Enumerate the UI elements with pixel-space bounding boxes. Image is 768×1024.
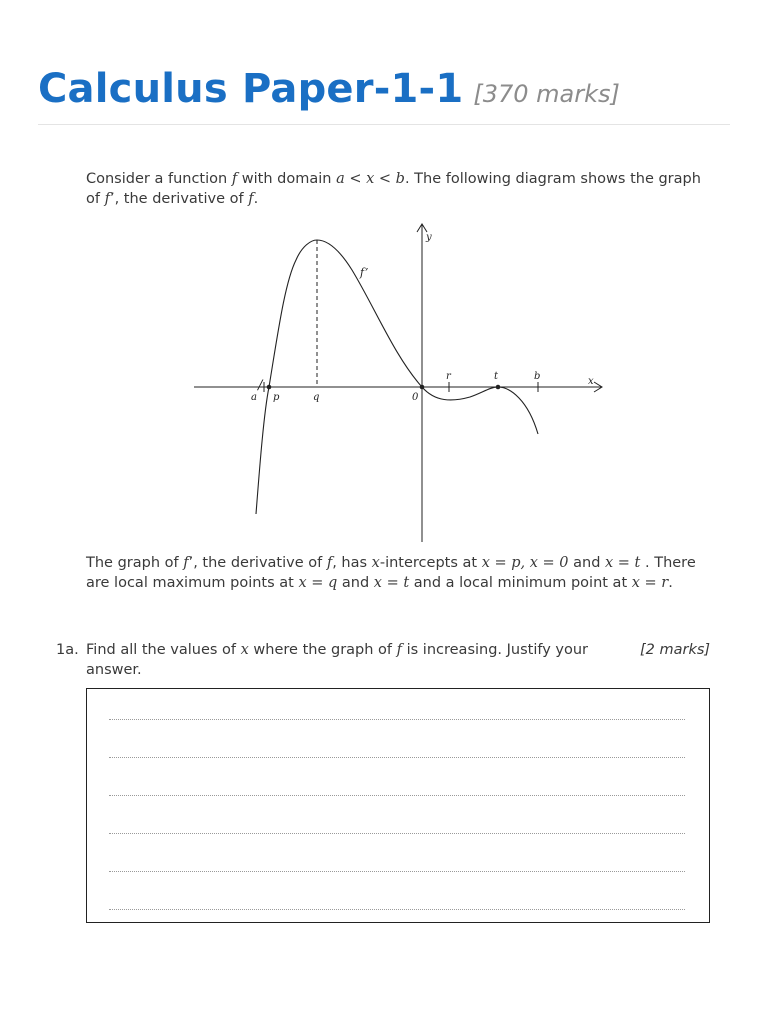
desc-math-8: x = r <box>631 574 669 591</box>
intro-math-4: f <box>248 190 254 207</box>
label-b: b <box>534 371 541 382</box>
desc-text-5: and <box>568 555 606 571</box>
intro-text-4: ’, the derivative of <box>109 190 249 207</box>
desc-math-1: f <box>183 555 189 571</box>
label-r: r <box>446 371 451 382</box>
question-math-1: x <box>240 642 249 658</box>
label-a-slash: / <box>258 378 263 393</box>
question-text-2: where the graph of <box>248 642 397 658</box>
answer-line[interactable] <box>109 871 685 872</box>
desc-text-4: -intercepts at <box>379 555 482 571</box>
desc-math-3: x <box>371 555 380 571</box>
question-text-3: is increasing. Justify your answer. <box>86 642 589 678</box>
page-header <box>38 66 730 112</box>
question-text-1: Find all the values of <box>86 642 241 658</box>
label-origin: 0 <box>412 392 419 403</box>
intercept-origin-dot <box>420 385 425 390</box>
answer-line[interactable] <box>109 795 685 796</box>
intro-text-1: Consider a function <box>86 171 232 187</box>
label-a: a <box>251 392 257 403</box>
desc-text-9: . <box>668 574 673 591</box>
intro-paragraph <box>86 170 706 209</box>
intercept-p-dot <box>267 385 272 390</box>
question-marks: [2 marks] <box>640 642 711 658</box>
question-math-2: f <box>396 642 402 658</box>
answer-line[interactable] <box>109 833 685 834</box>
answer-line[interactable] <box>109 909 685 910</box>
desc-text-2: ’, the derivative of <box>188 555 327 571</box>
label-q: q <box>313 392 320 403</box>
desc-text-1: The graph of <box>86 555 184 571</box>
graph-description <box>86 554 716 593</box>
desc-math-6: x = q <box>298 574 338 591</box>
desc-math-7: x = t <box>373 574 410 591</box>
desc-text-8: and a local minimum point at <box>409 574 632 591</box>
intro-text-5: . <box>253 190 259 207</box>
desc-math-4: x = p, x = 0 <box>481 555 569 571</box>
intro-math-3: f <box>104 190 110 207</box>
intro-text-3: . The following diagram shows the graph of <box>86 171 701 207</box>
desc-text-7: and <box>337 574 374 591</box>
y-axis-label: y <box>426 232 432 243</box>
header-divider <box>38 124 730 125</box>
intercept-t-dot <box>496 385 501 390</box>
desc-text-6: . There are local maximum points at <box>86 555 696 591</box>
page-title: Calculus Paper-1-1 <box>38 66 464 112</box>
question-text <box>86 641 621 680</box>
x-axis-label: x <box>588 376 594 387</box>
intro-math-domain: a < x < b <box>336 171 405 187</box>
desc-text-3: , has <box>332 555 372 571</box>
derivative-graph-svg <box>190 222 610 544</box>
total-marks: [370 marks] <box>473 80 620 108</box>
question-number: 1a. <box>56 642 79 658</box>
label-t: t <box>494 371 499 382</box>
desc-math-5: x = t <box>605 555 641 571</box>
intro-text-2: with domain <box>237 171 337 187</box>
curve-label: f’ <box>360 266 369 279</box>
derivative-graph <box>190 222 610 544</box>
answer-box[interactable] <box>86 688 710 923</box>
desc-math-2: f <box>326 555 333 571</box>
answer-line[interactable] <box>109 719 685 720</box>
label-p: p <box>273 392 280 403</box>
intro-math-1: f <box>231 171 238 187</box>
answer-line[interactable] <box>109 757 685 758</box>
